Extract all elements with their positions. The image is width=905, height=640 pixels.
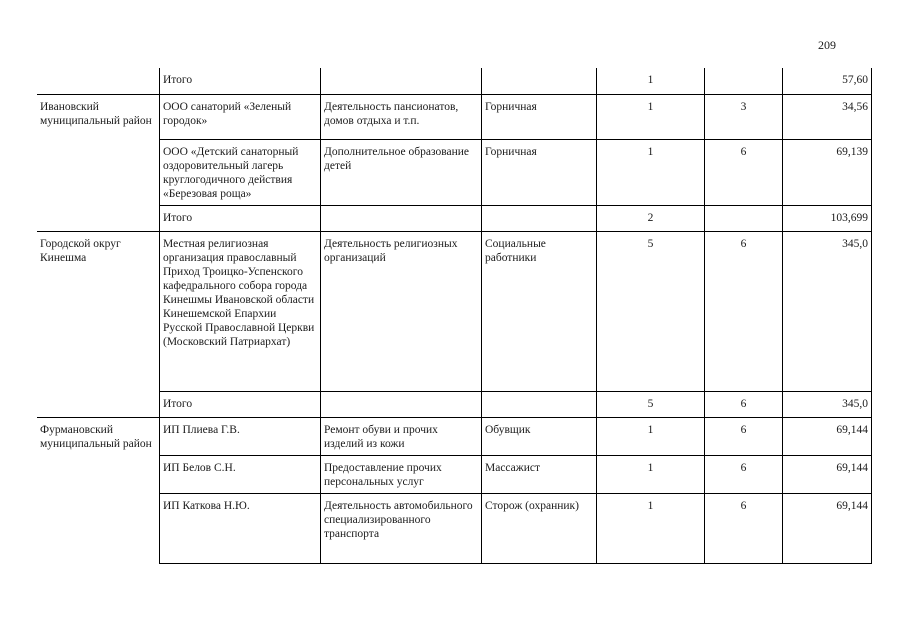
term-cell (705, 68, 783, 94)
profession-cell (482, 68, 597, 94)
count-cell: 1 (597, 68, 705, 94)
count-cell: 1 (597, 139, 705, 205)
profession-cell: Массажист (482, 455, 597, 493)
organization-cell: ИП Каткова Н.Ю. (160, 493, 321, 563)
table-row (37, 205, 872, 231)
activity-cell: Ремонт обуви и прочих изделий из кожи (321, 417, 482, 455)
table-row (37, 455, 872, 493)
profession-cell: Горничная (482, 139, 597, 205)
table-row (37, 68, 872, 94)
organization-cell: Итого (160, 391, 321, 417)
count-cell: 5 (597, 391, 705, 417)
activity-cell: Деятельность религиозных организаций (321, 231, 482, 391)
table-row (37, 231, 872, 391)
organization-cell: ИП Белов С.Н. (160, 455, 321, 493)
table-row (37, 417, 872, 455)
term-cell: 6 (705, 139, 783, 205)
organization-cell: Итого (160, 68, 321, 94)
activity-cell: Предоставление прочих персональных услуг (321, 455, 482, 493)
amount-cell: 69,139 (783, 139, 872, 205)
amount-cell: 69,144 (783, 455, 872, 493)
activity-cell (321, 391, 482, 417)
activity-cell: Дополнительное образование детей (321, 139, 482, 205)
activity-cell (321, 68, 482, 94)
count-cell: 1 (597, 455, 705, 493)
amount-cell: 69,144 (783, 493, 872, 563)
term-cell: 6 (705, 391, 783, 417)
profession-cell: Обувщик (482, 417, 597, 455)
profession-cell (482, 391, 597, 417)
region-cell (37, 139, 160, 205)
amount-cell: 345,0 (783, 231, 872, 391)
activity-cell: Деятельность автомобильного специализированного транспорта (321, 493, 482, 563)
region-cell (37, 391, 160, 417)
profession-cell: Горничная (482, 94, 597, 139)
region-cell: Ивановский муниципальный район (37, 94, 160, 139)
organization-cell: ИП Плиева Г.В. (160, 417, 321, 455)
organization-cell: Местная религиозная организация православный Приход Троицко-Успенского кафедрального собора города Кинешмы Ивановской области Кинешемской Епархии Русской Православной Церкви (Московский Патриархат) (160, 231, 321, 391)
amount-cell: 103,699 (783, 205, 872, 231)
region-cell: Городской округ Кинешма (37, 231, 160, 391)
activity-cell: Деятельность пансионатов, домов отдыха и т.п. (321, 94, 482, 139)
region-cell (37, 68, 160, 94)
profession-cell: Сторож (охранник) (482, 493, 597, 563)
organization-cell: Итого (160, 205, 321, 231)
term-cell (705, 205, 783, 231)
count-cell: 5 (597, 231, 705, 391)
data-table (37, 68, 872, 564)
amount-cell: 57,60 (783, 68, 872, 94)
region-cell (37, 493, 160, 563)
amount-cell: 345,0 (783, 391, 872, 417)
table-row (37, 94, 872, 139)
page-number: 209 (818, 38, 836, 52)
table-row (37, 391, 872, 417)
organization-cell: ООО «Детский санаторный оздоровительный лагерь круглогодичного действия «Березовая роща» (160, 139, 321, 205)
profession-cell (482, 205, 597, 231)
region-cell: Фурмановский муниципальный район (37, 417, 160, 455)
amount-cell: 69,144 (783, 417, 872, 455)
amount-cell: 34,56 (783, 94, 872, 139)
term-cell: 6 (705, 455, 783, 493)
term-cell: 6 (705, 417, 783, 455)
count-cell: 1 (597, 94, 705, 139)
count-cell: 2 (597, 205, 705, 231)
term-cell: 6 (705, 493, 783, 563)
region-cell (37, 455, 160, 493)
term-cell: 6 (705, 231, 783, 391)
activity-cell (321, 205, 482, 231)
table-row (37, 139, 872, 205)
organization-cell: ООО санаторий «Зеленый городок» (160, 94, 321, 139)
region-cell (37, 205, 160, 231)
profession-cell: Социальные работники (482, 231, 597, 391)
term-cell: 3 (705, 94, 783, 139)
count-cell: 1 (597, 493, 705, 563)
count-cell: 1 (597, 417, 705, 455)
table-row (37, 493, 872, 563)
